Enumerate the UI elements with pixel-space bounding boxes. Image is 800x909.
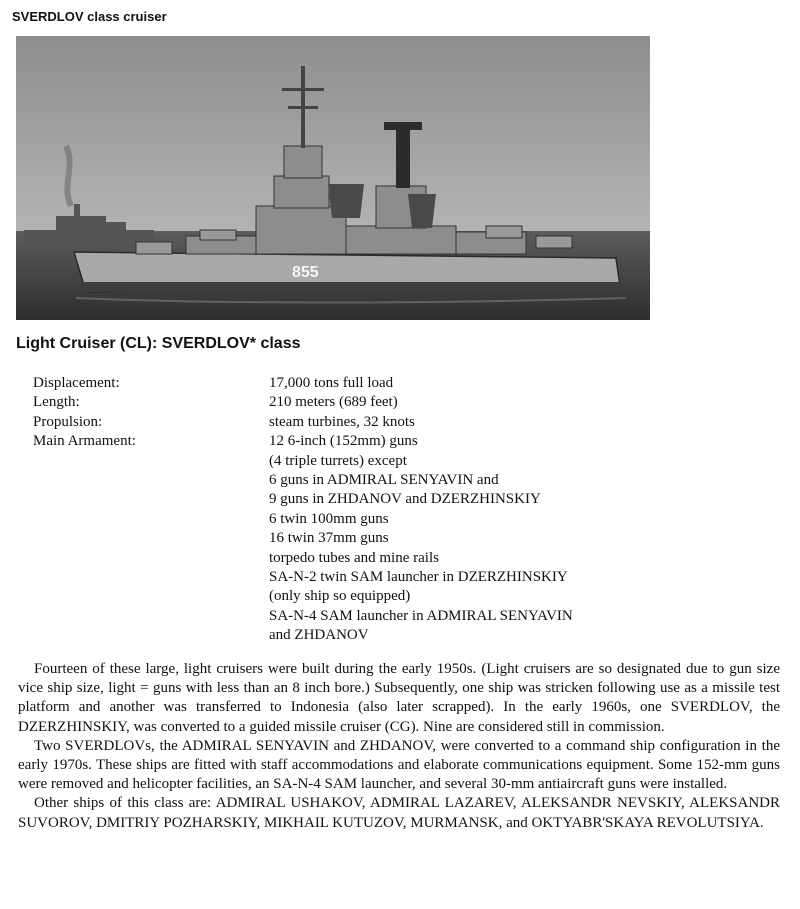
spec-row-main-armament <box>33 432 653 645</box>
spec-value-line: 12 6-inch (152mm) guns <box>269 433 418 450</box>
spec-value-line: (only ship so equipped) <box>269 588 411 605</box>
hull-number: 855 <box>292 264 319 281</box>
spec-value-line: 6 guns in ADMIRAL SENYAVIN and <box>269 472 499 489</box>
spec-value <box>269 374 653 393</box>
specifications-table <box>33 374 653 646</box>
spec-label: Main Armament: <box>33 433 136 450</box>
paragraph: Other ships of this class are: ADMIRAL USHAKOV, ADMIRAL LAZAREV, ALEKSANDR NEVSKIY, ALEKSANDR SUVOROV, DMITRIY POZHARSKIY, MIKHAIL KUTUZOV, MURMANSK, and OKTYABR'SKAYA REVOLUTSIYA. <box>18 795 780 831</box>
spec-value-line: (4 triple turrets) except <box>269 452 407 469</box>
spec-value-line: torpedo tubes and mine rails <box>269 549 439 566</box>
spec-value <box>269 413 653 432</box>
spec-row-displacement <box>33 374 653 393</box>
spec-value-line: SA-N-2 twin SAM launcher in DZERZHINSKIY <box>269 569 568 586</box>
spec-value-line: 6 twin 100mm guns <box>269 510 389 527</box>
spec-value-line: 9 guns in ZHDANOV and DZERZHINSKIY <box>269 491 541 508</box>
paragraph: Fourteen of these large, light cruisers were built during the early 1950s. (Light cruisers are so designated due to gun size vice ship size, light = guns with less than an 8 inch bore.) Subsequently, one ship was stricken following use as a missile test platform and another was transferred to Indonesia (also later scrapped). In the early 1960s, one SVERDLOV, the DZERZHINSKIY, was converted to a guided missile cruiser (CG). Nine are considered still in commission. <box>18 661 780 735</box>
spec-value-line: and ZHDANOV <box>269 627 369 644</box>
spec-value-line: 210 meters (689 feet) <box>269 394 398 411</box>
spec-value-line: 16 twin 37mm guns <box>269 530 389 547</box>
section-heading: Light Cruiser (CL): SVERDLOV* class <box>16 335 301 352</box>
spec-value-line: 17,000 tons full load <box>269 375 394 391</box>
spec-row-length <box>33 393 653 412</box>
cruiser-photo <box>16 36 650 320</box>
description-text <box>18 660 780 833</box>
spec-label: Length: <box>33 394 80 411</box>
spec-value <box>269 432 653 645</box>
spec-value-line: steam turbines, 32 knots <box>269 413 415 430</box>
paragraph: Two SVERDLOVs, the ADMIRAL SENYAVIN and ZHDANOV, were converted to a command ship configuration in the early 1970s. These ships are fitted with staff accommodations and elaborate communications equipment. Some 152-mm guns were removed and helicopter facilities, an SA-N-4 SAM launcher, and several 30-mm antiaircraft guns were installed. <box>18 737 780 793</box>
spec-label: Displacement: <box>33 375 120 391</box>
spec-label: Propulsion: <box>33 413 103 430</box>
photo-caption: SVERDLOV class cruiser <box>12 9 167 24</box>
spec-value-line: SA-N-4 SAM launcher in ADMIRAL SENYAVIN <box>269 607 573 624</box>
spec-row-propulsion <box>33 413 653 432</box>
spec-value <box>269 393 653 412</box>
